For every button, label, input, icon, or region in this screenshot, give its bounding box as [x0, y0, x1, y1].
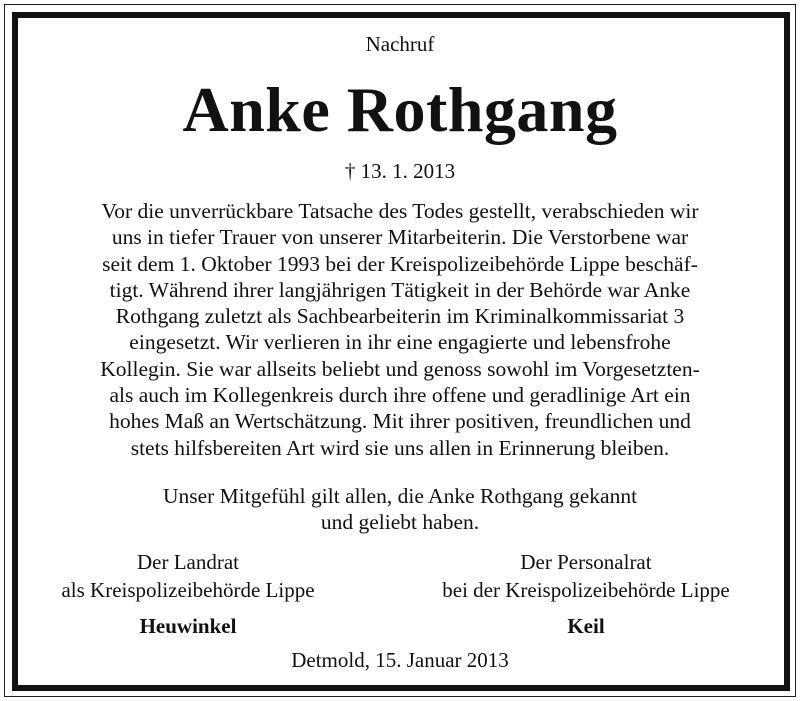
- obituary-body: [20, 198, 780, 461]
- signatory-authority: als Kreispolizeibehörde Lippe: [61, 578, 315, 602]
- body-line: hohes Maß an Wertschätzung. Mit ihrer positiven, freundlichen und: [109, 409, 691, 434]
- body-line: tigt. Während ihrer langjährigen Tätigkeit in der Behörde war Anke: [109, 277, 691, 302]
- signatory-authority: bei der Kreispolizeibehörde Lippe: [442, 578, 730, 602]
- deceased-name: Anke Rothgang: [182, 74, 618, 145]
- body-line: als auch im Kollegenkreis durch ihre offene und geradlinige Art ein: [109, 383, 691, 408]
- body-line: Vor die unverrückbare Tatsache des Todes gestellt, verabschieden wir: [101, 199, 699, 223]
- signatory-landrat: [0, 548, 376, 640]
- condolence-text: [0, 483, 800, 535]
- body-line: Kollegin. Sie war allseits beliebt und genoss sowohl im Vorgesetzten-: [100, 356, 700, 381]
- closing-line: Unser Mitgefühl gilt allen, die Anke Rothgang gekannt: [162, 484, 638, 508]
- body-line: stets hilfsbereiten Art wird sie uns allen in Erinnerung bleiben.: [130, 435, 670, 460]
- signatory-name: Keil: [567, 614, 605, 638]
- body-line: Rothgang zuletzt als Sachbearbeiterin im Kriminalkommissariat 3: [115, 304, 685, 329]
- place-and-date: Detmold, 15. Januar 2013: [291, 648, 509, 672]
- body-line: eingesetzt. Wir verlieren in ihr eine engagierte und lebensfrohe: [129, 330, 671, 355]
- closing-line: und geliebt haben.: [320, 510, 480, 534]
- signatory-name: Heuwinkel: [139, 614, 237, 638]
- death-date: † 13. 1. 2013: [344, 159, 456, 183]
- signatory-title: Der Personalrat: [520, 550, 652, 574]
- signatory-personalrat: [396, 548, 776, 640]
- notice-heading: Nachruf: [365, 32, 435, 56]
- body-line: uns in tiefer Trauer von unserer Mitarbeiterin. Die Verstorbene war: [111, 225, 689, 250]
- body-line: seit dem 1. Oktober 1993 bei der Kreispolizeibehörde Lippe beschäf-: [102, 251, 698, 276]
- signatory-title: Der Landrat: [136, 550, 240, 574]
